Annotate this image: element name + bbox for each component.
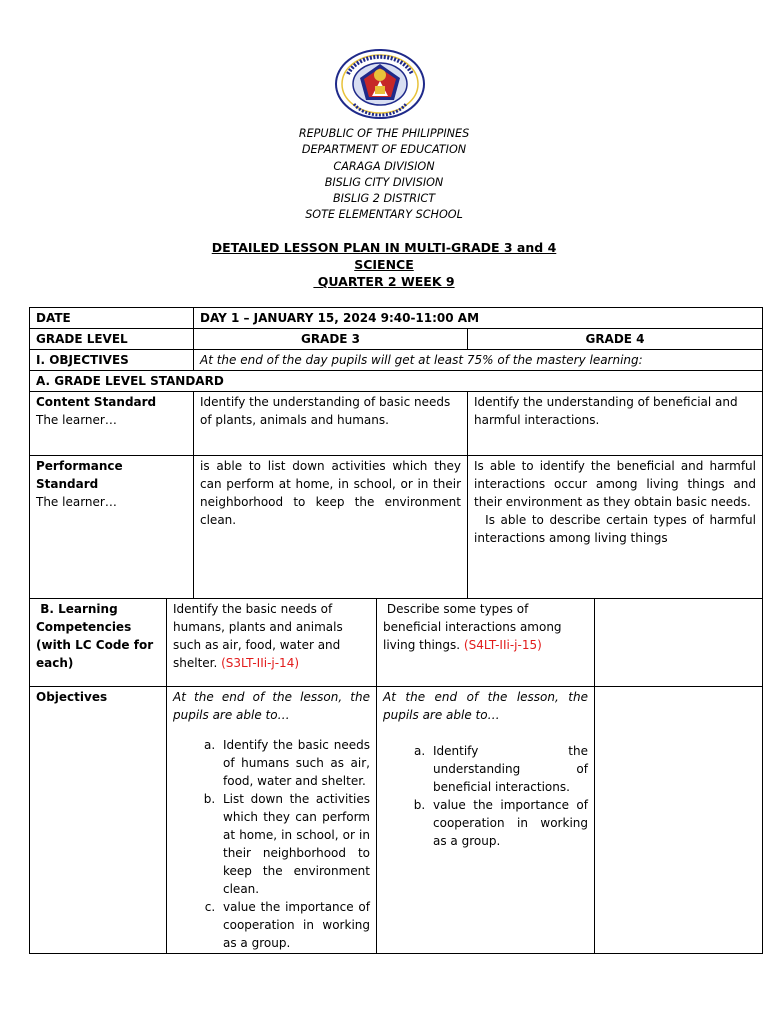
grade4-header: GRADE 4: [468, 329, 763, 350]
lc-code-grade4: (S4LT-IIi-j-15): [463, 638, 542, 652]
objectives-grade3: [167, 687, 377, 954]
objectives-grade3-intro: At the end of the lesson, the pupils are able to…: [173, 690, 370, 722]
grade-level-standard-heading: A. GRADE LEVEL STANDARD: [30, 371, 763, 392]
header-line: REPUBLIC OF THE PHILIPPINES: [298, 127, 470, 140]
performance-standard-row: [30, 456, 763, 599]
list-item: b. value the importance of cooperation in working as a group.: [429, 796, 588, 850]
header-line: CARAGA DIVISION: [333, 159, 435, 173]
content-standard-sub: The learner…: [36, 413, 117, 427]
header-line: BISLIG CITY DIVISION: [324, 175, 444, 189]
competency-grade4-text: Describe some types of beneficial interactions among living things.: [383, 602, 566, 652]
header-line: DEPARTMENT OF EDUCATION: [301, 143, 467, 157]
objectives-detail-row: [30, 687, 763, 954]
objectives-grade4-list: [383, 742, 588, 850]
competencies-grade4: [377, 599, 595, 687]
content-standard-row: [30, 392, 763, 456]
competencies-table: [29, 598, 763, 954]
list-item: c. value the importance of cooperation in working as a group.: [219, 898, 370, 952]
objectives-grade3-list: [173, 736, 370, 952]
competencies-label: B. Learning Competencies (with LC Code for each): [30, 599, 167, 687]
date-label: DATE: [30, 308, 194, 329]
objectives-detail-label: Objectives: [30, 687, 167, 954]
performance-standard-grade4-a: Is able to identify the beneficial and harmful interactions occur among living things and their environment as they obtain basic needs.: [474, 459, 756, 509]
grade3-header: GRADE 3: [194, 329, 468, 350]
title-line: DETAILED LESSON PLAN IN MULTI-GRADE 3 and 4: [211, 240, 557, 255]
header-line: BISLIG 2 DISTRICT: [332, 192, 436, 206]
list-item: a. Identify the basic needs of humans such as air, food, water and shelter.: [219, 736, 370, 790]
content-standard-label: Content Standard: [36, 395, 157, 409]
lc-code-grade3: (S3LT-IIi-j-14): [221, 656, 300, 670]
title-line: QUARTER 2 WEEK 9: [313, 274, 455, 289]
grade-level-label: GRADE LEVEL: [30, 329, 194, 350]
lesson-plan-title: [0, 239, 768, 290]
section-a-row: [30, 371, 763, 392]
content-standard-cell: [30, 392, 194, 456]
date-row: [30, 308, 763, 329]
competencies-row: [30, 599, 763, 687]
objectives-text: At the end of the day pupils will get at least 75% of the mastery learning:: [194, 350, 763, 371]
objectives-empty-cell: [595, 687, 763, 954]
header-line: SOTE ELEMENTARY SCHOOL: [305, 208, 463, 222]
grade-level-row: [30, 329, 763, 350]
performance-standard-grade4: [468, 456, 763, 599]
list-item: a. Identify the understanding of beneficial interactions.: [429, 742, 588, 796]
deped-seal: [334, 48, 426, 120]
performance-standard-label: Performance Standard: [36, 459, 123, 491]
objectives-grade4-intro: At the end of the lesson, the pupils are able to…: [383, 690, 588, 722]
performance-standard-cell: [30, 456, 194, 599]
date-value: DAY 1 – JANUARY 15, 2024 9:40-11:00 AM: [194, 308, 763, 329]
school-header: [0, 126, 768, 224]
content-standard-grade4: Identify the understanding of beneficial and harmful interactions.: [468, 392, 763, 456]
list-item: b. List down the activities which they can perform at home, in school, or in their neighborhood to keep the environment clean.: [219, 790, 370, 898]
competencies-empty-cell: [595, 599, 763, 687]
competency-grade3-text: Identify the basic needs of humans, plants and animals such as air, food, water and shelter.: [173, 602, 343, 670]
standards-table: [29, 307, 763, 599]
performance-standard-sub: The learner…: [36, 495, 117, 509]
objectives-grade4: [377, 687, 595, 954]
content-standard-grade3: Identify the understanding of basic needs of plants, animals and humans.: [194, 392, 468, 456]
performance-standard-grade4-b: Is able to describe certain types of harmful interactions among living things: [474, 513, 760, 545]
performance-standard-grade3: is able to list down activities which they can perform at home, in school, or in their neighborhood to keep the environment clean.: [194, 456, 468, 599]
objectives-label: I. OBJECTIVES: [30, 350, 194, 371]
title-line: SCIENCE: [354, 257, 414, 272]
competencies-grade3: [167, 599, 377, 687]
objectives-row: [30, 350, 763, 371]
